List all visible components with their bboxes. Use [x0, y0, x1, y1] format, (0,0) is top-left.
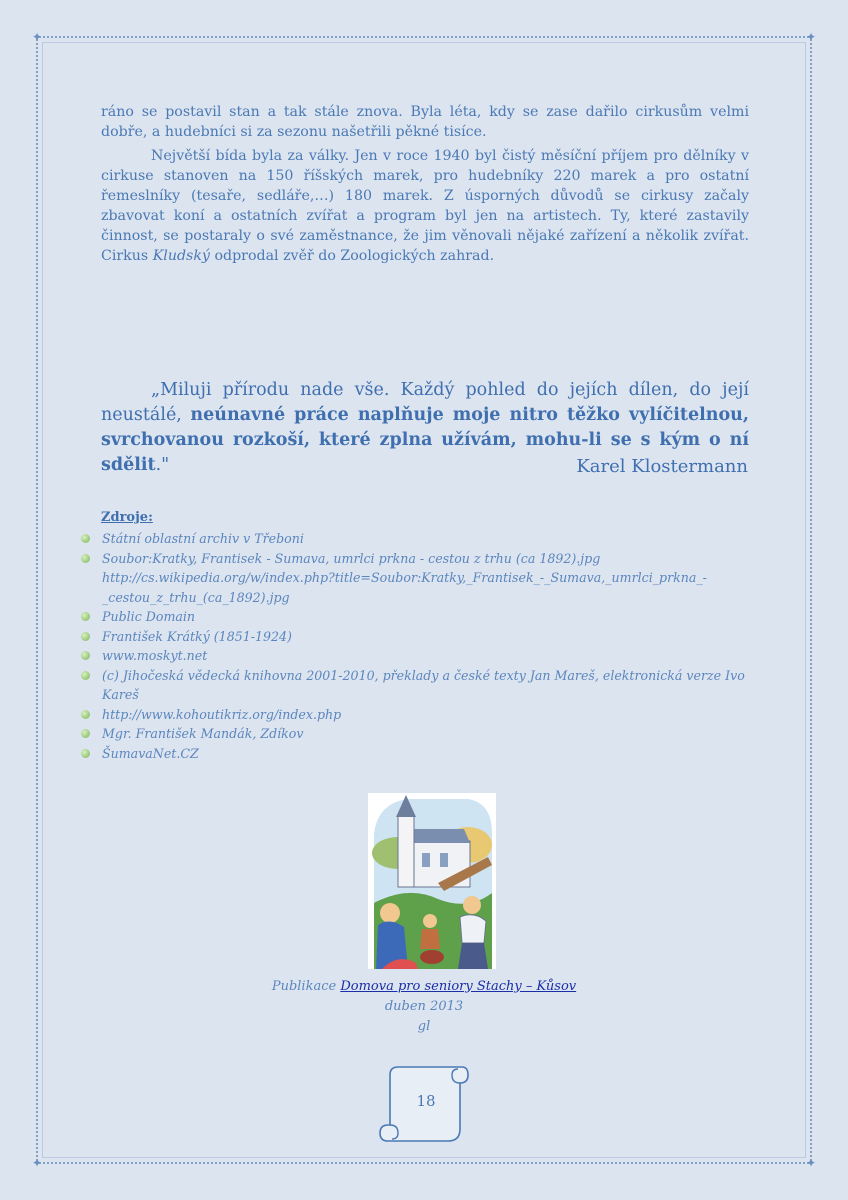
- bullet-icon: [81, 651, 90, 660]
- list-item: Státní oblastní archiv v Třeboni: [80, 529, 752, 549]
- list-item[interactable]: www.moskyt.net: [80, 646, 752, 666]
- bullet-icon: [81, 612, 90, 621]
- publication-initials: gl: [417, 1019, 431, 1034]
- quote: „Miluji přírodu nade vše. Každý pohled do jejích dílen, do její neustálé, neúnavné práce naplňuje moje nitro těžko vylíčitelnou, svrchovanou rozkoší, které zplna užívám, mohu-li se s kým o ní sdělit.": [101, 380, 749, 475]
- body-paragraph-1: ráno se postavil stan a tak stále znova. Byla léta, kdy se zase dařilo cirkusům velmi dobře, a hudebníci si za sezonu našetřili pěkné tisíce.: [101, 104, 749, 140]
- list-item: Mgr. František Mandák, Zdíkov: [80, 724, 752, 744]
- bullet-icon: [81, 729, 90, 738]
- sources-list: [80, 529, 752, 763]
- list-item: ŠumavaNet.CZ: [80, 744, 752, 764]
- body-paragraph-2: Největší bída byla za války. Jen v roce 1940 byl čistý měsíční příjem pro dělníky v cirkuse stanoven na 150 říšských marek, pro hudebníky 220 marek a pro ostatní řemeslníky (tesaře, sedláře,…) 180 marek. Z úsporných důvodů se cirkusy začaly zbavovat koní a ostatních zvířat a program byl jen na artistech. Ty, které zastavily činnost, se postaraly o své zaměstnance, že jim věnovali nějaké zařízení a několik zvířat. Cirkus Kludský odprodal zvěř do Zoologických zahrad.: [101, 148, 749, 264]
- church-illustration: [368, 793, 496, 969]
- bullet-icon: [81, 534, 90, 543]
- list-item: František Krátký (1851-1924): [80, 627, 752, 647]
- bullet-icon: [81, 749, 90, 758]
- publication-date: duben 2013: [384, 999, 464, 1014]
- ornament-icon: ✦: [31, 30, 43, 44]
- bullet-icon: [81, 710, 90, 719]
- list-item: Public Domain: [80, 607, 752, 627]
- bullet-icon: [81, 554, 90, 563]
- publisher-link[interactable]: Domova pro seniory Stachy – Kůsov: [340, 979, 577, 994]
- list-item[interactable]: Soubor:Kratky, Frantisek - Sumava, umrlci prkna - cestou z trhu (ca 1892).jpg http://cs.wikipedia.org/w/index.php?title=Soubor:Kratky,_Frantisek_-_Sumava,_umrlci_prkna_-_cestou_z_trhu_(ca_1892).jpg: [80, 549, 752, 608]
- circus-name: Kludský: [152, 248, 210, 264]
- bullet-icon: [81, 671, 90, 680]
- list-item[interactable]: http://www.kohoutikriz.org/index.php: [80, 705, 752, 725]
- list-item: (c) Jihočeská vědecká knihovna 2001-2010, překlady a české texty Jan Mareš, elektronická verze Ivo Kareš: [80, 666, 752, 705]
- quote-author: Karel Klostermann: [576, 456, 748, 477]
- page-number: 18: [416, 1092, 436, 1110]
- publication-line: Publikace Domova pro seniory Stachy – Kůsov: [271, 979, 577, 994]
- ornament-icon: ✦: [31, 1156, 43, 1170]
- ornament-icon: ✦: [805, 30, 817, 44]
- ornament-icon: ✦: [805, 1156, 817, 1170]
- bullet-icon: [81, 632, 90, 641]
- sources-title: Zdroje:: [101, 510, 153, 525]
